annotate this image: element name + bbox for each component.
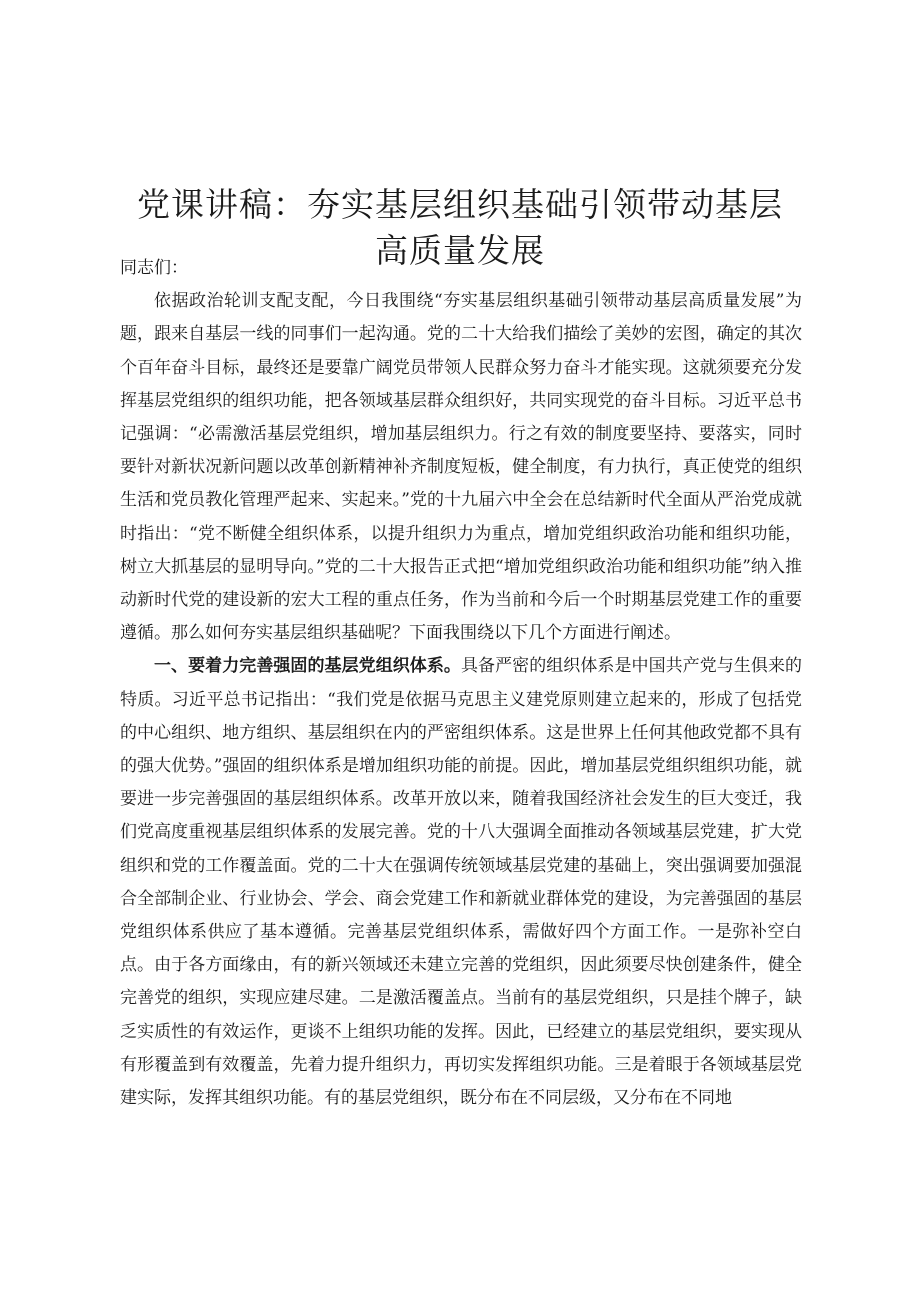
title-line-2: 高质量发展: [375, 231, 545, 271]
document-body: [120, 252, 802, 1115]
section-body: 具备严密的组织体系是中国共产党与生俱来的特质。习近平总书记指出：“我们党是依据马克思主义建党原则建立起来的，形成了包括党的中心组织、地方组织、基层组织在内的严密组织体系。这是世界上任何其他政党都不具有的强大优势。”强固的组织体系是增加组织功能的前提。因此，增加基层党组织组织功能，就要进一步完善强固的基层组织体系。改革开放以来，随着我国经济社会发生的巨大变迁，我们党高度重视基层组织体系的发展完善。党的十八大强调全面推动各领域基层党建，扩大党组织和党的工作覆盖面。党的二十大在强调传统领域基层党建的基础上，突出强调要加强混合全部制企业、行业协会、学会、商会党建工作和新就业群体党的建设，为完善强固的基层党组织体系供应了基本遵循。完善基层党组织体系，需做好四个方面工作。一是弥补空白点。由于各方面缘由，有的新兴领域还未建立完善的党组织，因此须要尽快创建条件，健全完善党的组织，实现应建尽建。二是激活覆盖点。当前有的基层党组织，只是挂个牌子，缺乏实质性的有效运作，更谈不上组织功能的发挥。因此，已经建立的基层党组织，要实现从有形覆盖到有效覆盖，先着力提升组织力，再切实发挥组织功能。三是着眼于各领域基层党建实际，发挥其组织功能。有的基层党组织，既分布在不同层级，又分布在不同地: [120, 656, 803, 1109]
paragraph-section-one: [120, 650, 802, 1115]
greeting: 同志们：: [120, 258, 188, 278]
section-heading: 一、要着力完善强固的基层党组织体系。: [154, 656, 461, 677]
paragraph-intro: 依据政治轮训支配支配，今日我围绕“夯实基层组织基础引领带动基层高质量发展”为题，跟来自基层一线的同事们一起沟通。党的二十大给我们描绘了美妙的宏图，确定的其次个百年奋斗目标，最终还是要靠广阔党员带领人民群众努力奋斗才能实现。这就须要充分发挥基层党组织的组织功能，把各领域基层群众组织好，共同实现党的奋斗目标。习近平总书记强调：“必需激活基层党组织，增加基层组织力。行之有效的制度要坚持、要落实，同时要针对新状况新问题以改革创新精神补齐制度短板，健全制度，有力执行，真正使党的组织生活和党员教化管理严起来、实起来。”党的十九届六中全会在总结新时代全面从严治党成就时指出：“党不断健全组织体系，以提升组织力为重点，增加党组织政治功能和组织功能，树立大抓基层的显明导向。”党的二十大报告正式把“增加党组织政治功能和组织功能”纳入推动新时代党的建设新的宏大工程的重点任务，作为当前和今后一个时期基层党建工作的重要遵循。那么如何夯实基层组织基础呢？下面我围绕以下几个方面进行阐述。: [120, 291, 802, 644]
title-line-1: 党课讲稿：夯实基层组织基础引领带动基层: [137, 185, 783, 225]
